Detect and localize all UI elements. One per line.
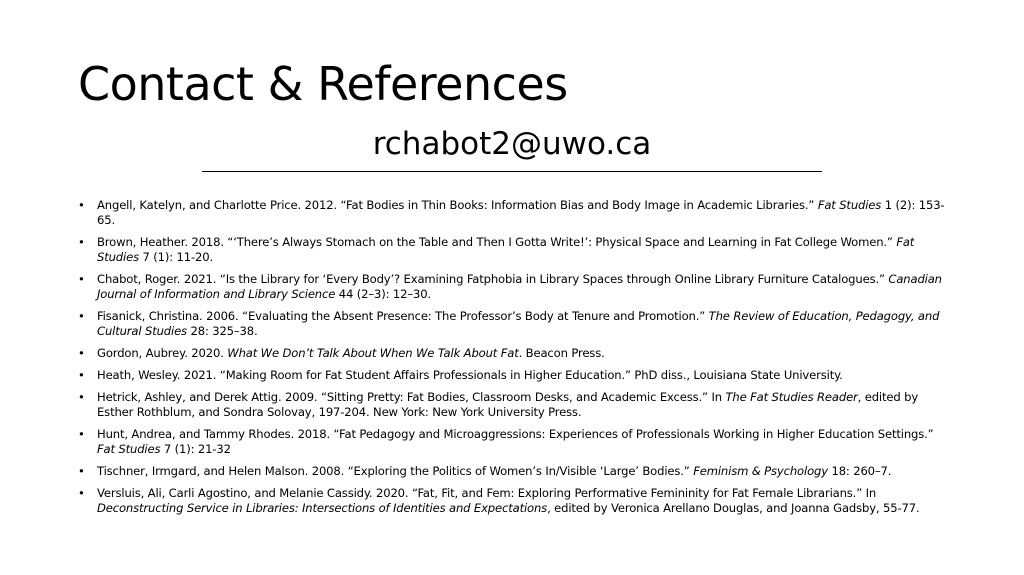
reference-item [78,346,950,361]
reference-item [78,198,950,228]
reference-text: . Beacon Press. [518,346,605,360]
reference-item [78,235,950,265]
reference-text: Chabot, Roger. 2021. “Is the Library for ‘Every Body’? Examining Fatphobia in Library Spaces through Online Library Furniture Catalogues.” [97,272,889,286]
reference-text: 28: 325–38. [186,324,258,338]
bullet-icon: • [78,427,85,441]
reference-item [78,486,950,516]
references-list [78,198,950,523]
reference-text: Fisanick, Christina. 2006. “Evaluating the Absent Presence: The Professor’s Body at Tenure and Promotion.” [97,309,709,323]
slide-title: Contact & References [78,57,568,111]
reference-text: Versluis, Ali, Carli Agostino, and Melanie Cassidy. 2020. “Fat, Fit, and Fem: Exploring Performative Femininity for Fat Female Librarians.” In [97,486,877,500]
reference-item [78,309,950,339]
bullet-icon: • [78,368,85,382]
reference-item [78,427,950,457]
bullet-icon: • [78,309,85,323]
reference-item [78,272,950,302]
reference-text: 7 (1): 11-20. [138,250,214,264]
reference-text: , edited by Veronica Arellano Douglas, and Joanna Gadsby, 55-77. [547,501,920,515]
reference-text: Gordon, Aubrey. 2020. [97,346,228,360]
reference-text: 44 (2–3): 12–30. [335,287,431,301]
reference-text: 7 (1): 21-32 [160,442,231,456]
bullet-icon: • [78,464,85,478]
reference-text: Tischner, Irmgard, and Helen Malson. 2008. “Exploring the Politics of Women’s In/Visible ‘Large’ Bodies.” [97,464,694,478]
bullet-icon: • [78,390,85,404]
reference-source-title: Fat Studies [97,235,915,264]
reference-text: Hetrick, Ashley, and Derek Attig. 2009. “Sitting Pretty: Fat Bodies, Classroom Desks, and Academic Excess.” In [97,390,726,404]
bullet-icon: • [78,198,85,212]
reference-text: Hunt, Andrea, and Tammy Rhodes. 2018. “Fat Pedagogy and Microaggressions: Experiences of Professionals Working in Higher Education Settings.” [97,427,934,441]
bullet-icon: • [78,486,85,500]
reference-text: Brown, Heather. 2018. “‘There’s Always Stomach on the Table and Then I Gotta Write!’: Physical Space and Learning in Fat College Women.” [97,235,897,249]
reference-source-title: Fat Studies [97,442,161,456]
reference-source-title: The Review of Education, Pedagogy, and Cultural Studies [97,309,940,338]
reference-text: 18: 260–7. [827,464,892,478]
reference-source-title: Feminism & Psychology [693,464,828,478]
reference-source-title: Deconstructing Service in Libraries: Intersections of Identities and Expectations [97,501,548,515]
bullet-icon: • [78,272,85,286]
reference-text: Heath, Wesley. 2021. “Making Room for Fat Student Affairs Professionals in Higher Education.” PhD diss., Louisiana State University. [97,368,843,382]
reference-source-title: Canadian Journal of Information and Library Science [97,272,942,301]
bullet-icon: • [78,235,85,249]
reference-text: 1 (2): 153-65. [97,198,945,227]
reference-item [78,368,950,383]
reference-source-title: The Fat Studies Reader [725,390,858,404]
reference-text: , edited by Esther Rothblum, and Sondra Solovay, 197-204. New York: New York University Press. [97,390,919,419]
reference-item [78,464,950,479]
bullet-icon: • [78,346,85,360]
reference-source-title: What We Don’t Talk About When We Talk About Fat [227,346,519,360]
contact-email: rchabot2@uwo.ca [372,126,652,162]
reference-source-title: Fat Studies [817,198,882,212]
email-underline-divider [202,171,822,172]
reference-text: Angell, Katelyn, and Charlotte Price. 2012. “Fat Bodies in Thin Books: Information Bias and Body Image in Academic Libraries.” [97,198,818,212]
reference-item [78,390,950,420]
